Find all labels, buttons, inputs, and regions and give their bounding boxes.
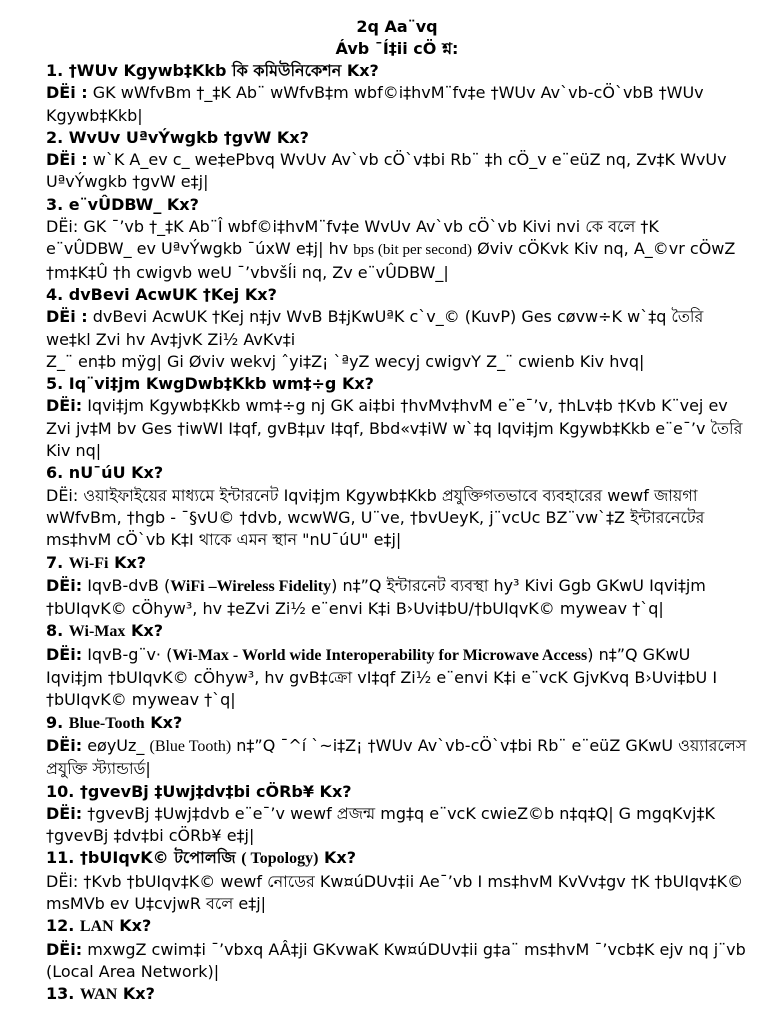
question-2 (46, 127, 748, 149)
answer-text-continued: n‡”Q ¯^í `~i‡Z¡ †WUv Av`vb-cÖ`v‡bi Rb¨ e¨eüZ GKwU ওয়্যারলেস প্রযুক্তি স্ট্যান্ডার্ড| (46, 735, 747, 779)
question-11 (46, 847, 748, 870)
question-3 (46, 194, 748, 216)
question-number: 12. (46, 916, 75, 936)
answer-3 (46, 216, 748, 284)
answer-label: DËi: (46, 939, 83, 959)
answer-text-continued: ) n‡”Q ইন্টারনেট ব্যবস্থা hy³ Kivi Ggb GKwU Iqvi‡jm †bUIqvK© cÖhyw³, hv ‡eZvi Zi½ e¨envi K‡i B›Uvi‡bU/†bUIqvK© myweav †`q| (46, 575, 706, 619)
answer-text-extra: Z_¨ en‡b mÿg| Gi Øviv wekvj ˆyi‡Z¡ `ªyZ wecyj cwigvY Z_¨ cwienb Kiv hvq| (46, 351, 645, 371)
question-5 (46, 373, 748, 395)
question-8 (46, 620, 748, 643)
document-header (46, 16, 748, 60)
answer-8 (46, 644, 748, 712)
question-10 (46, 781, 748, 803)
answer-text: Iqvi‡jm Kgywb‡Kkb wm‡÷g nj GK ai‡bi †hvMv‡hvM e¨e¯’v, †hLv‡b †Kvb K¨vej ev Zvi jv‡M bv Ges †iwWI I‡qf, gvB‡µv I‡qf, Bbd«v‡iW w`‡q Iqvi‡jm Kgywb‡Kkb e¨e¯’v তৈরি Kiv nq| (46, 396, 743, 461)
answer-term-expansion: WiFi –Wireless Fidelity (170, 577, 332, 595)
answer-label: DËi: (46, 644, 83, 664)
question-number: 11. (46, 848, 75, 868)
answer-text-continued: ) n‡”Q GKwU Iqvi‡jm †bUIqvK© cÖhyw³, hv gvB‡ক্রো vI‡qf Zi½ e¨envi K‡i e¨vcK GjvKvq B›Uvi‡bU I †bUIqvK© myweav †`q| (46, 644, 718, 710)
answer-12 (46, 939, 748, 984)
question-number: 6. (46, 463, 64, 483)
answer-label: DËi: (46, 735, 83, 755)
question-number: 4. (46, 284, 64, 304)
question-term: ( Topology) (241, 850, 319, 868)
question-number: 9. (46, 712, 64, 732)
answer-7 (46, 575, 748, 621)
question-7 (46, 552, 748, 575)
question-tail: Kx? (130, 621, 163, 641)
question-text: †WUv Kgywb‡Kkb কি কমিউনিকেশন Kx? (68, 61, 379, 80)
answer-text: w`K A_ev c_ we‡ePbvq WvUv Av`vb cÖ`v‡bi Rb¨ ‡h cÖ_v e¨eüZ nq, Zv‡K WvUv UªvÝwgkb †gvW e‡j| (46, 150, 727, 192)
answer-text: †gvevBj ‡Uwj‡dvb e¨e¯’v wewf প্রজন্ম mg‡q e¨vcK cwieZ©b n‡q‡Q| G mgqKvj‡K †gvevBj ‡dv‡bi cÖRb¥ e‡j| (46, 803, 715, 846)
section-title: Ávb ¯Í‡ii cÖ শ্ন: (335, 39, 459, 58)
answer-term: (Blue Tooth) (149, 737, 232, 755)
question-text: e¨vÛDBW_ Kx? (68, 194, 199, 214)
answer-label: DËi: (46, 871, 79, 891)
question-number: 8. (46, 621, 64, 641)
question-1 (46, 60, 748, 82)
answer-text: ওয়াইফাইয়ের মাধ্যমে ইন্টারনেট Iqvi‡jm Kgywb‡Kkb প্রযুক্তিগতভাবে ব্যবহারের wewf জায়গা wWfvBm, †hgb - ¯§vU© †dvb, wcwWG, U¨ve, †bvUeyK, j¨vcUc BZ¨vw`‡Z ইন্টারনেটের ms‡hvM cÖ`vb K‡I থাকে এমন স্থান "nU¯úU" e‡j| (46, 485, 705, 550)
question-number: 13. (46, 984, 75, 1004)
question-4 (46, 284, 748, 306)
answer-text: dvBevi AcwUK †Kej n‡jv WvB B‡jKwUªK c`v_© (KuvP) Ges cøvw÷K w`‡q তৈরি we‡kl Zvi hv Av‡jvK Zi½ AvKv‡i (46, 307, 704, 349)
question-text: †bUIqvK© টপোলজি (79, 848, 236, 868)
answer-10 (46, 803, 748, 848)
answer-text: IqvB-g¨v· ( (87, 644, 173, 664)
question-number: 1. (46, 61, 64, 80)
answer-1 (46, 82, 748, 127)
answer-text-continued: Øviv cÖKvk Kiv nq, A_©vr cÖwZ †m‡K‡Û †h cwigvb weU ¯’vbvšÍi nq, Zv e¨vÛDBW_| (46, 239, 736, 282)
answer-text: GK ¯’vb †_‡K Ab¨Î wbf©i‡hvM¨fv‡e WvUv Av`vb cÖ`vb Kivi nvi কে বলে †K e¨vÛDBW_ ev UªvÝwgkb ¯úxW e‡j| hv (46, 217, 659, 259)
question-term: Wi-Fi (68, 554, 109, 572)
question-number: 5. (46, 374, 64, 394)
answer-label: DËi: (46, 485, 79, 505)
question-term: WAN (79, 986, 118, 1004)
answer-label: DËi: (46, 575, 83, 595)
question-term: Wi-Max (68, 623, 126, 641)
answer-9 (46, 735, 748, 781)
answer-6 (46, 485, 748, 552)
question-number: 2. (46, 127, 64, 147)
question-number: 3. (46, 194, 64, 214)
answer-unit-text: bps (bit per second) (353, 242, 472, 259)
chapter-title: 2q Aa¨vq (356, 17, 438, 36)
answer-label: DËi: (46, 803, 83, 823)
question-tail: Kx? (114, 552, 147, 572)
answer-text: IqvB-dvB ( (87, 575, 171, 595)
answer-label: DËi : (46, 83, 88, 103)
question-term: LAN (79, 918, 114, 936)
answer-text: GK wWfvBm †_‡K Ab¨ wWfvB‡m wbf©i‡hvM¨fv‡e †WUv Av`vb-cÖ`vbB †WUv Kgywb‡Kkb| (46, 83, 704, 125)
answer-label: DËi: (46, 217, 79, 237)
answer-4-continued (46, 351, 748, 373)
question-text: nU¯úU Kx? (68, 463, 164, 483)
answer-5 (46, 395, 748, 462)
question-12 (46, 915, 748, 938)
answer-term-expansion: Wi-Max - World wide Interoperability for Microwave Access (172, 646, 588, 664)
question-tail: Kx? (122, 984, 155, 1004)
answer-11 (46, 871, 748, 916)
question-tail: Kx? (150, 712, 183, 732)
question-number: 7. (46, 552, 64, 572)
answer-text: mxwgZ cwim‡i ¯’vbxq AÂ‡ji GKvwaK Kw¤úDUv‡ii g‡a¨ ms‡hvM ¯’vcb‡K ejv nq j¨vb (Local Area Network)| (46, 939, 746, 981)
answer-4 (46, 306, 748, 351)
question-text: WvUv UªvÝwgkb †gvW Kx? (68, 127, 309, 147)
question-9 (46, 712, 748, 735)
question-text: dvBevi AcwUK †Kej Kx? (68, 284, 277, 304)
question-6 (46, 462, 748, 484)
question-tail: Kx? (324, 848, 356, 868)
answer-label: DËi : (46, 307, 88, 327)
question-text: †gvevBj ‡Uwj‡dv‡bi cÖRb¥ Kx? (79, 781, 352, 801)
answer-label: DËi : (46, 150, 88, 170)
question-tail: Kx? (119, 916, 152, 936)
question-number: 10. (46, 781, 75, 801)
answer-2 (46, 149, 748, 194)
answer-label: DËi: (46, 396, 83, 416)
question-13 (46, 983, 748, 1006)
question-text: Iq¨vi‡jm KwgDwb‡Kkb wm‡÷g Kx? (68, 374, 374, 394)
answer-text: eøyUz_ (87, 735, 150, 755)
answer-text: †Kvb †bUIqv‡K© wewf নোডের Kw¤úDUv‡ii Ae¯’vb I ms‡hvM KvVv‡gv †K †bUIqv‡K© msMVb ev U‡cvjwR বলে e‡j| (46, 871, 744, 913)
question-term: Blue-Tooth (68, 714, 145, 732)
